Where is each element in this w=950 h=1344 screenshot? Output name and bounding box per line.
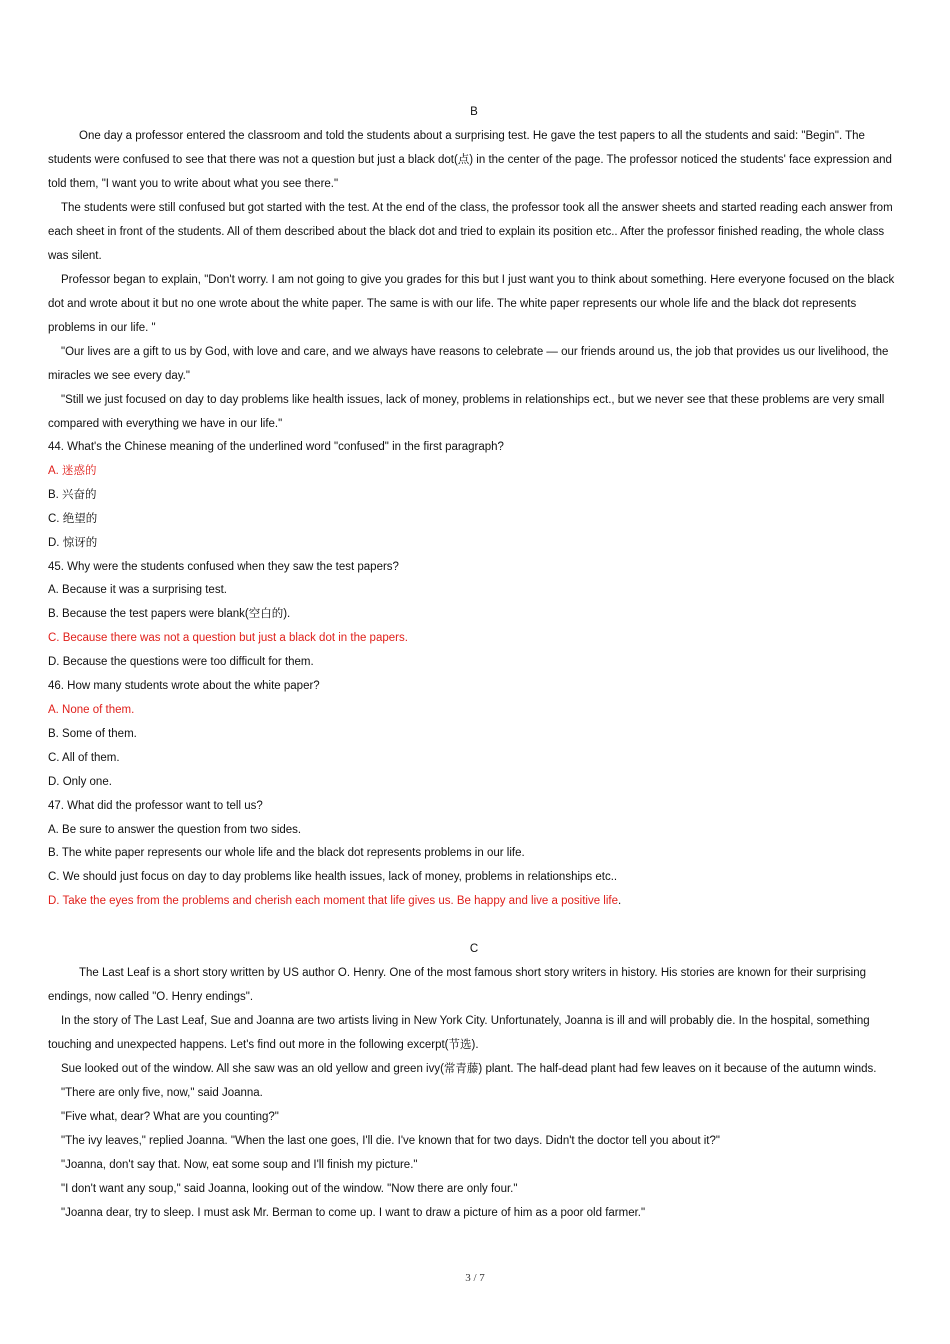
option-d: D. 惊讶的 xyxy=(48,536,98,549)
option-b: B. Because the test papers were blank(空白的). xyxy=(48,608,291,621)
option-c-answer: C. Because there was not a question but just a black dot in the papers. xyxy=(48,632,408,645)
option-b: B. 兴奋的 xyxy=(48,488,97,501)
option-a: A. Because it was a surprising test. xyxy=(48,584,227,597)
option-a-answer: A. 迷惑的 xyxy=(48,464,97,477)
section-b-heading: B xyxy=(470,106,478,118)
page-number: 3 / 7 xyxy=(465,1272,485,1284)
question-stem: 47. What did the professor want to tell us? xyxy=(48,799,263,812)
option-d: D. Only one. xyxy=(48,775,112,788)
section-b-paragraph-5: "Still we just focused on day to day problems like health issues, lack of money, problems in relationships ect., but we never see that these problems are very small compared with everything we have in our life." xyxy=(48,394,885,430)
section-c-paragraph-9: "Joanna dear, try to sleep. I must ask Mr. Berman to come up. I want to draw a picture of him as a poor old farmer." xyxy=(61,1207,646,1220)
section-c-paragraph-6: "The ivy leaves," replied Joanna. "When the last one goes, I'll die. I've known that for two days. Didn't the doctor tell you about it?" xyxy=(61,1135,720,1148)
section-c-paragraph-5: "Five what, dear? What are you counting?" xyxy=(61,1111,279,1124)
section-spacer xyxy=(48,914,900,937)
section-b-paragraph-4: "Our lives are a gift to us by God, with love and care, and we always have reasons to celebrate — our friends around us, the job that provides us our livelihood, the miracles we see every day." xyxy=(48,346,889,382)
section-c-heading: C xyxy=(469,943,479,956)
option-d-answer-line xyxy=(48,890,900,914)
option-d-answer: D. Take the eyes from the problems and cherish each moment that life gives us. Be happy and live a positive life xyxy=(48,895,618,908)
option-d-trailing-period: . xyxy=(617,895,622,908)
question-stem: 44. What's the Chinese meaning of the underlined word "confused" in the first paragraph? xyxy=(48,441,504,453)
option-b: B. Some of them. xyxy=(48,727,137,740)
question-44 xyxy=(48,436,900,556)
option-a: A. Be sure to answer the question from two sides. xyxy=(48,823,302,836)
section-c-paragraph-3: Sue looked out of the window. All she saw was an old yellow and green ivy(常青藤) plant. The half-dead plant had few leaves on it because of the autumn winds. xyxy=(61,1063,877,1076)
option-c: C. We should just focus on day to day problems like health issues, lack of money, problems in relationships etc.. xyxy=(48,871,618,884)
section-b-paragraph-2: The students were still confused but got started with the test. At the end of the class, the professor took all the answer sheets and started reading each answer from each sheet in front of the students. All of them described about the black dot and tried to explain its position etc.. After the professor finished reading, the whole class was silent. xyxy=(48,202,893,262)
section-c-paragraph-1: The Last Leaf is a short story written by US author O. Henry. One of the most famous short story writers in history. His stories are known for their surprising endings, now called "O. Henry endings". xyxy=(48,967,866,1004)
section-c-paragraph-8: "I don't want any soup," said Joanna, looking out of the window. "Now there are only four." xyxy=(61,1183,518,1196)
section-c-paragraph-4: "There are only five, now," said Joanna. xyxy=(61,1087,263,1100)
question-stem: 45. Why were the students confused when they saw the test papers? xyxy=(48,560,399,573)
question-47 xyxy=(48,795,900,915)
option-c: C. All of them. xyxy=(48,751,120,764)
option-b: B. The white paper represents our whole life and the black dot represents problems in our life. xyxy=(48,847,525,860)
question-45 xyxy=(48,556,900,676)
option-c: C. 绝望的 xyxy=(48,512,98,525)
section-b-paragraph-3: Professor began to explain, "Don't worry. I am not going to give you grades for this but I just want you to think about something. Here everyone focused on the black dot and wrote about it but no one wrote about the white paper. The same is with our life. The white paper represents our whole life and the black dot represents problems in our life. " xyxy=(48,274,895,334)
document-page xyxy=(48,100,900,1225)
section-c-paragraph-7: "Joanna, don't say that. Now, eat some soup and I'll finish my picture." xyxy=(61,1159,418,1172)
question-stem: 46. How many students wrote about the white paper? xyxy=(48,680,320,693)
option-a-answer: A. None of them. xyxy=(48,703,135,716)
section-b-paragraph-1: One day a professor entered the classroom and told the students about a surprising test. He gave the test papers to all the students and said: "Begin". The students were confused to see that there was not a question but just a black dot(点) in the center of the page. The professor noticed the students' face expression and told them, "I want you to write about what you see there." xyxy=(48,130,892,190)
question-46 xyxy=(48,675,900,795)
section-c-paragraph-2: In the story of The Last Leaf, Sue and Joanna are two artists living in New York City. Unfortunately, Joanna is ill and will probably die. In the hospital, something touching and unexpected happens. Let's find out more in the following excerpt(节选). xyxy=(48,1015,870,1052)
option-d: D. Because the questions were too difficult for them. xyxy=(48,656,314,669)
